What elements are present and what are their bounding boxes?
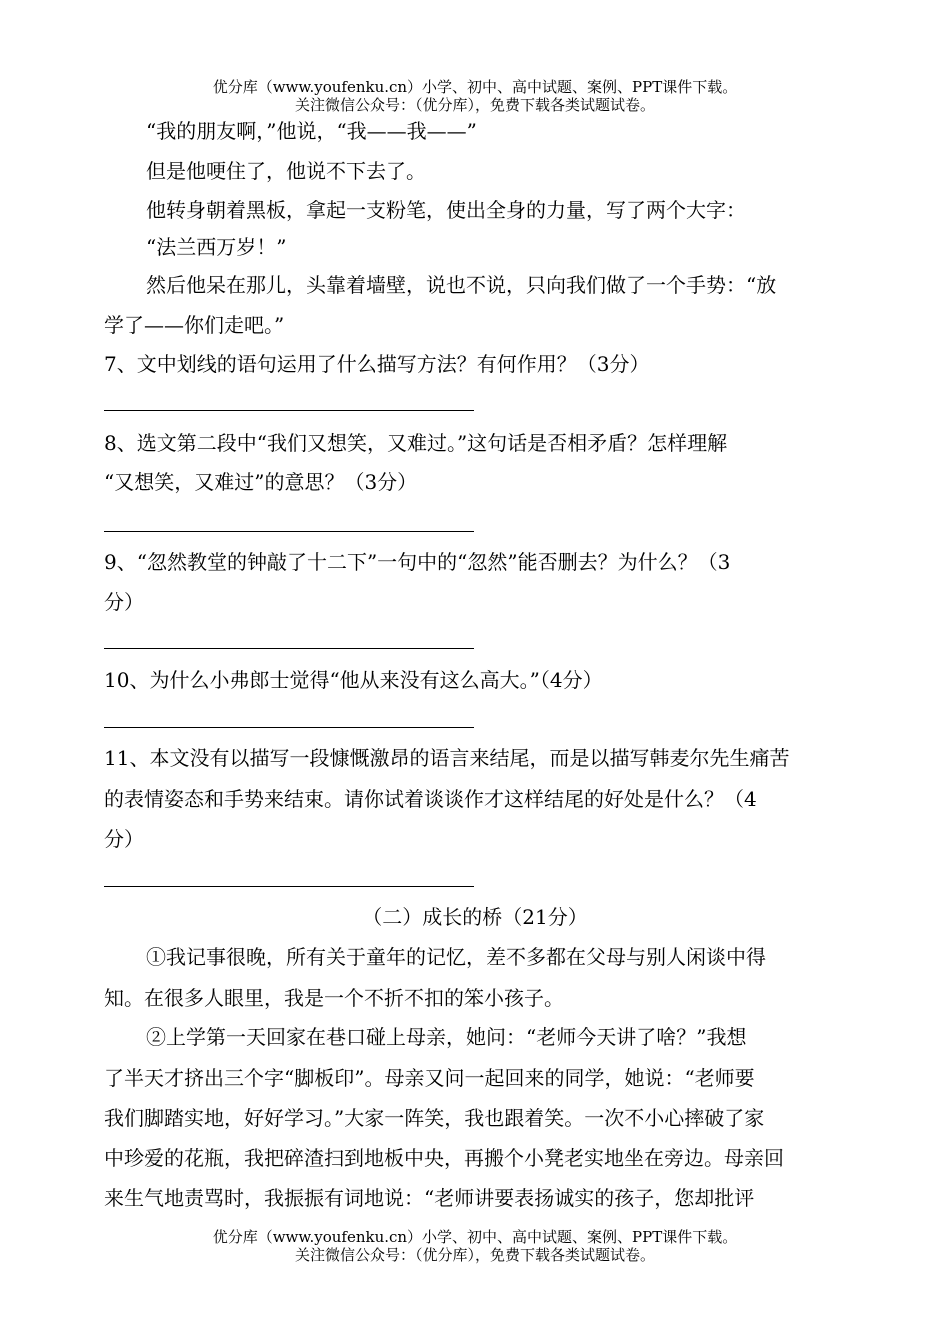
page-header	[0, 78, 950, 114]
answer-line-q9[interactable]	[104, 648, 474, 649]
question-10: 10、为什么小弗郎士觉得“他从来没有这么高大。”（4分）	[104, 668, 603, 692]
answer-line-q7[interactable]	[104, 410, 474, 411]
answer-line-q8[interactable]	[104, 531, 474, 532]
question-8-line-1: 8、选文第二段中“我们又想笑，又难过。”这句话是否相矛盾？怎样理解	[104, 431, 728, 455]
paragraph-line: 中珍爱的花瓶，我把碎渣扫到地板中央，再搬个小凳老实地坐在旁边。母亲回	[104, 1146, 784, 1170]
paragraph-line: 来生气地责骂时，我振振有词地说：“老师讲要表扬诚实的孩子，您却批评	[104, 1186, 755, 1210]
passage-line: “法兰西万岁！”	[146, 235, 287, 259]
question-7: 7、文中划线的语句运用了什么描写方法？有何作用？（3分）	[104, 352, 650, 376]
header-line-1: 优分库（www.youfenku.cn）小学、初中、高中试题、案例、PPT课件下载。	[212, 78, 738, 96]
passage-line: 然后他呆在那儿，头靠着墙壁，说也不说，只向我们做了一个手势：“放	[146, 273, 777, 297]
footer-line-1: 优分库（www.youfenku.cn）小学、初中、高中试题、案例、PPT课件下载。	[212, 1228, 738, 1246]
paragraph-line: ①我记事很晚，所有关于童年的记忆，差不多都在父母与别人闲谈中得	[146, 945, 766, 969]
passage-line: 他转身朝着黑板，拿起一支粉笔，使出全身的力量，写了两个大字：	[146, 198, 746, 222]
answer-line-q10[interactable]	[104, 727, 474, 728]
paragraph-line: 我们脚踏实地，好好学习。”大家一阵笑，我也跟着笑。一次不小心摔破了家	[104, 1106, 765, 1130]
passage-line: “我的朋友啊，”他说，“我——我——”	[146, 119, 477, 143]
question-8-line-2: “又想笑，又难过”的意思？（3分）	[104, 470, 418, 494]
question-9-line-2: 分）	[104, 590, 144, 614]
section-title: （二）成长的桥（21分）	[362, 905, 588, 929]
passage-line: 但是他哽住了，他说不下去了。	[146, 159, 426, 183]
header-line-2: 关注微信公众号：（优分库），免费下载各类试题试卷。	[294, 96, 655, 114]
page-footer	[0, 1228, 950, 1264]
answer-line-q11[interactable]	[104, 886, 474, 887]
question-11-line-1: 11、本文没有以描写一段慷慨激昂的语言来结尾，而是以描写韩麦尔先生痛苦	[104, 746, 790, 770]
passage-line: 学了——你们走吧。”	[104, 313, 285, 337]
footer-line-2: 关注微信公众号：（优分库），免费下载各类试题试卷。	[294, 1246, 655, 1264]
paragraph-line: 知。在很多人眼里，我是一个不折不扣的笨小孩子。	[104, 986, 564, 1010]
paragraph-line: ②上学第一天回家在巷口碰上母亲，她问：“老师今天讲了啥？”我想	[146, 1025, 747, 1049]
question-11-line-2: 的表情姿态和手势来结束。请你试着谈谈作才这样结尾的好处是什么？（4	[104, 787, 757, 811]
question-11-line-3: 分）	[104, 827, 144, 851]
question-9-line-1: 9、“忽然教堂的钟敲了十二下”一句中的“忽然”能否删去？为什么？（3	[104, 550, 731, 574]
paragraph-line: 了半天才挤出三个字“脚板印”。母亲又问一起回来的同学，她说：“老师要	[104, 1066, 755, 1090]
